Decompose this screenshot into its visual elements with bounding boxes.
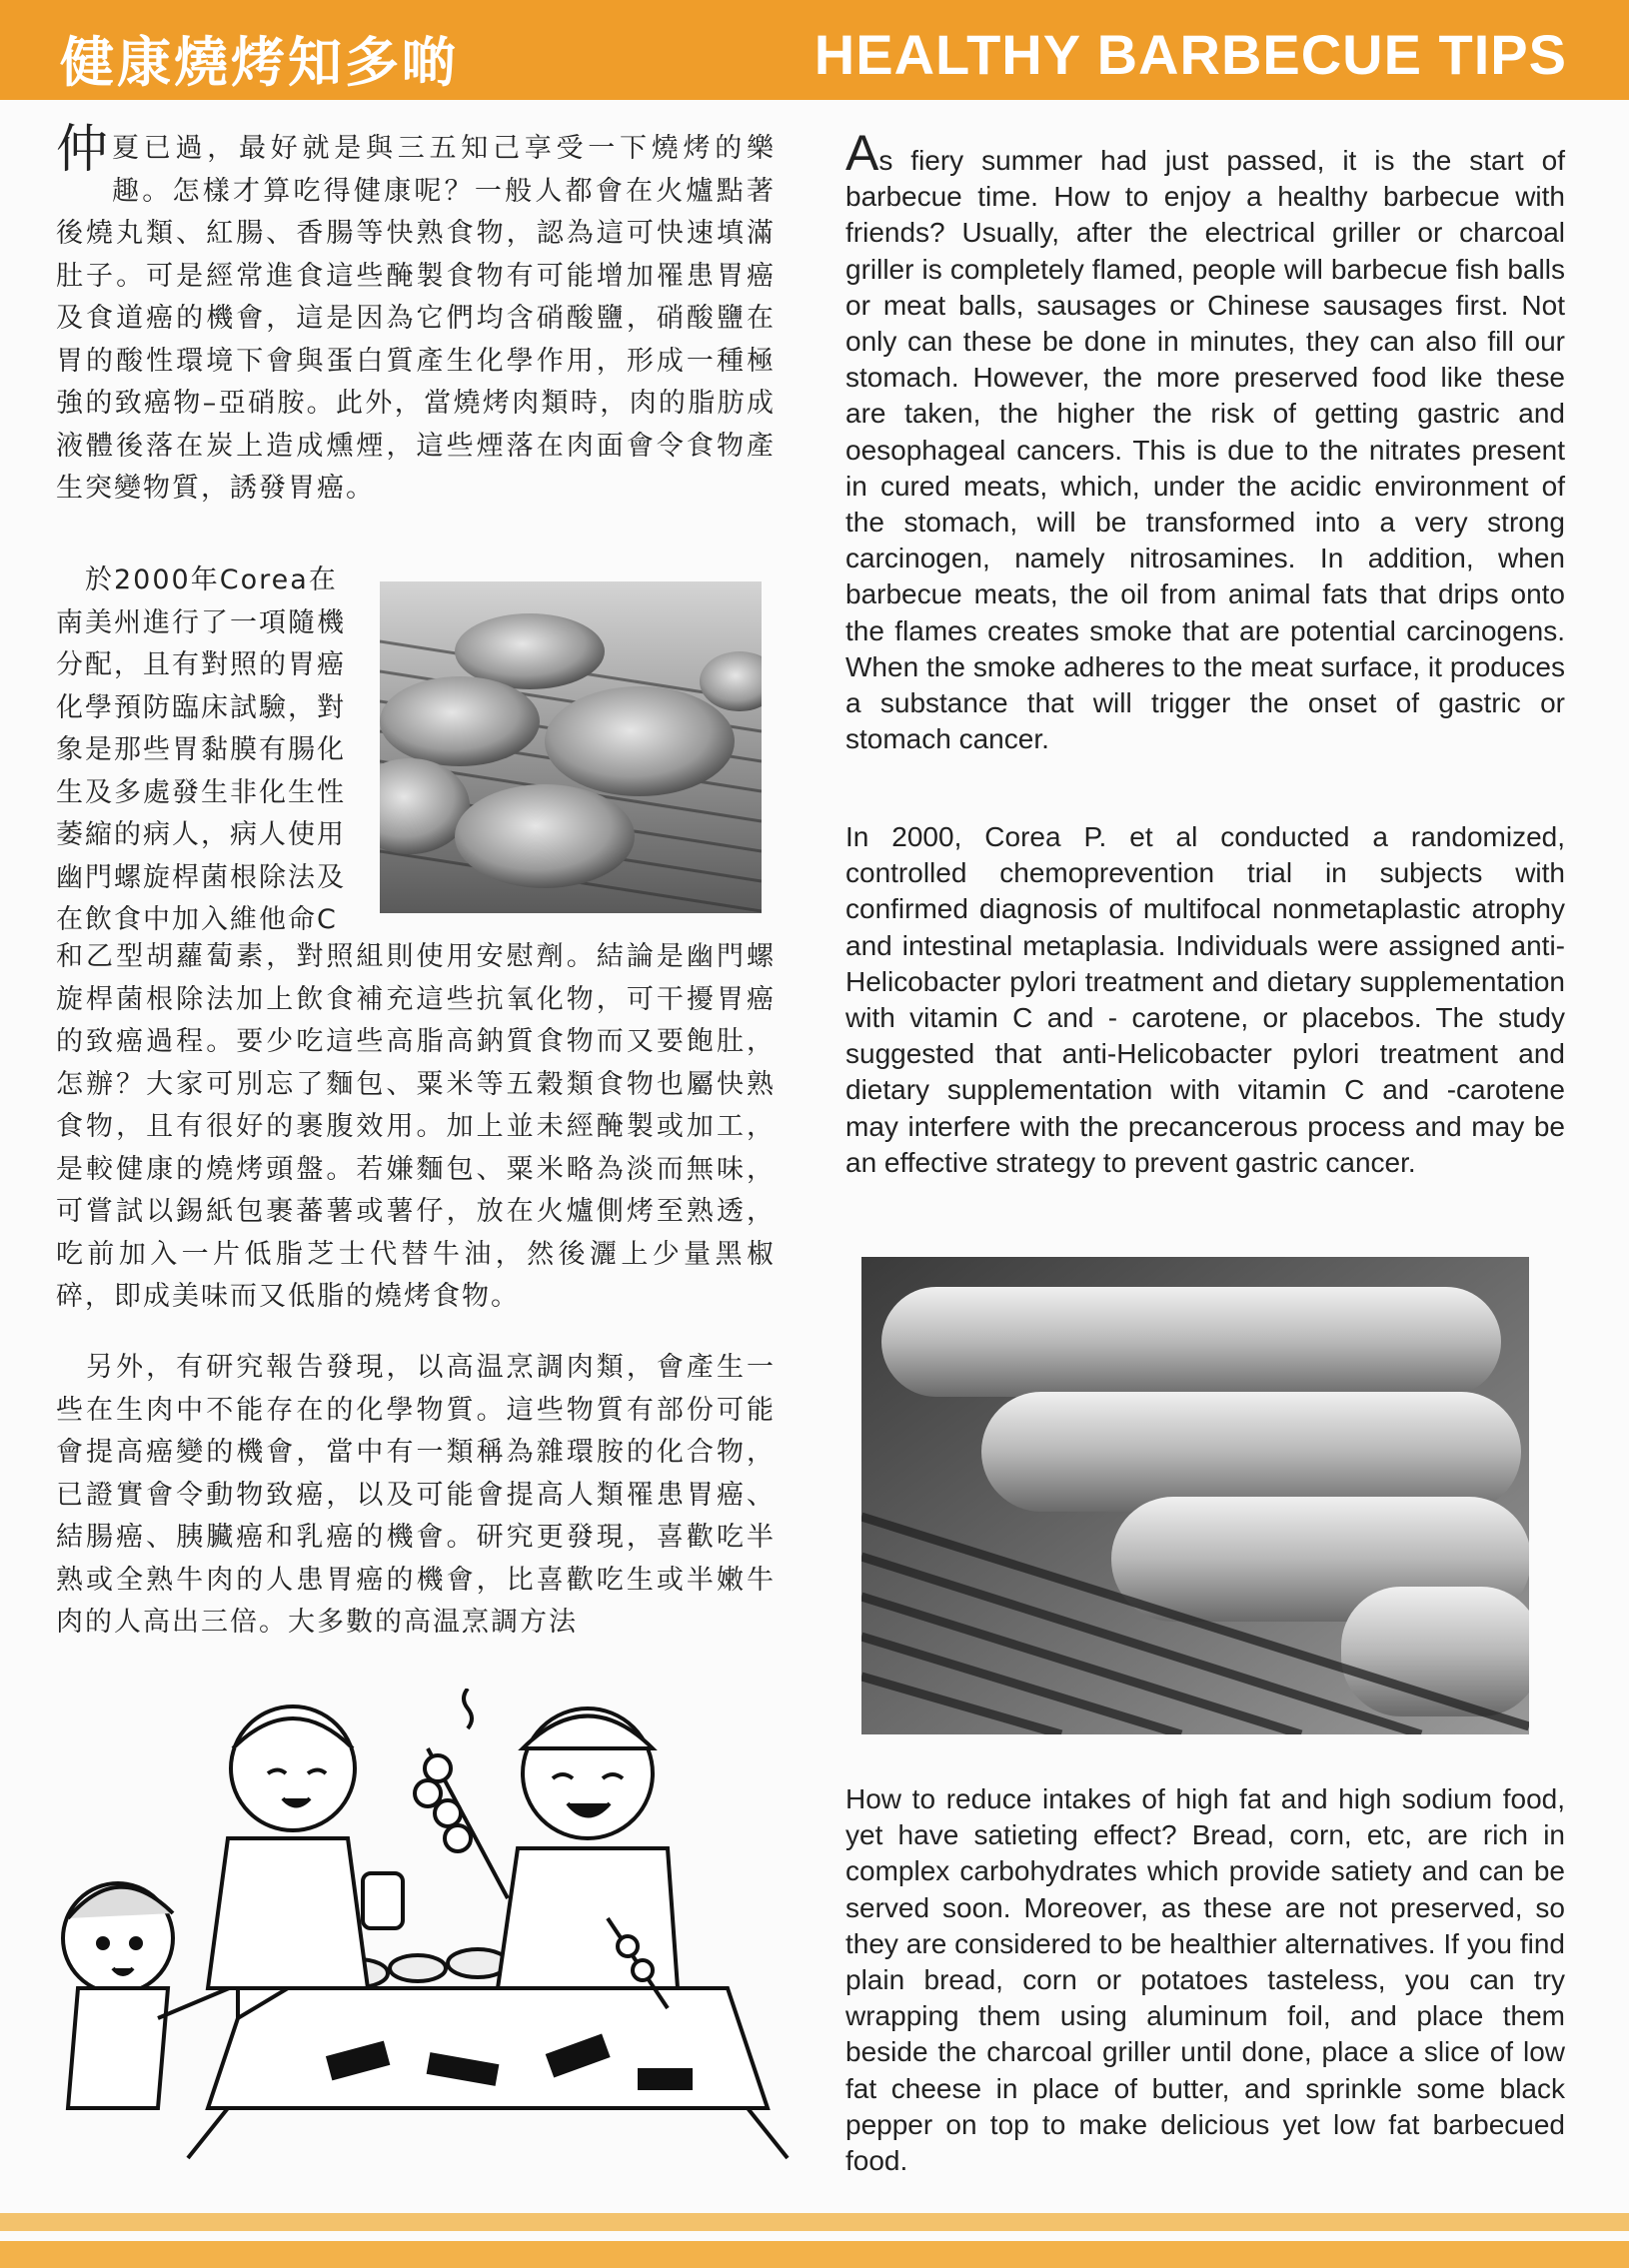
en-paragraph-3: How to reduce intakes of high fat and high sodium food, yet have satieting effect? Bread, corn, etc, are rich in complex carbohydrates which provide satiety and can be served soon. Moreover, as these are not preserved, so they are considered to be healthier alternatives. If you find plain bread, corn or potatoes tasteless, you can try wrapping them using aluminum foil, and place them beside the charcoal griller until done, place a slice of low fat cheese in place of butter, and sprinkle some black pepper on top to make delicious yet low fat barbecued food.	[845, 1783, 1565, 2177]
photo-patties-on-grill	[380, 581, 762, 913]
header-banner	[0, 0, 1629, 100]
zh-paragraph-1-text: 夏已過，最好就是與三五知己享受一下燒烤的樂趣。怎樣才算吃得健康呢？一般人都會在火爐點著後燒丸類、紅腸、香腸等快熟食物，認為這可快速填滿肚子。可是經常進食這些醃製食物有可能增加罹患胃癌及食道癌的機會，這是因為它們均含硝酸鹽，硝酸鹽在胃的酸性環境下會與蛋白質產生化學作用，形成一種極強的致癌物–亞硝胺。此外，當燒烤肉類時，肉的脂肪成液體後落在炭上造成燻煙，這些煙落在肉面會令食物產生突變物質，誘發胃癌。	[56, 133, 776, 504]
title-chinese: 健康燒烤知多啲	[60, 31, 459, 94]
photo-sausages-on-grill	[861, 1257, 1529, 1734]
zh-paragraph-1	[56, 120, 776, 511]
cartoon-illustration	[28, 1689, 808, 2168]
en-drop-cap: A	[845, 125, 879, 181]
cartoon-family-barbecue	[28, 1689, 808, 2168]
zh-paragraph-2-narrow: 於2000年Corea在南美州進行了一項隨機分配，且有對照的胃癌化學預防臨床試驗，對象是那些胃黏膜有腸化生及多處發生非化生性萎縮的病人，病人使用幽門螺旋桿菌根除法及在飲食中加入維他命C	[56, 565, 346, 935]
en-paragraph-2: In 2000, Corea P. et al conducted a randomized, controlled chemoprevention trial in subjects with confirmed diagnosis of multifocal nonmetaplastic atrophy and intestinal metaplasia. Individuals were assigned anti-Helicobacter pylori treatment and dietary supplementation with vitamin C and - carotene, or placebos. The study suggested that anti-Helicobacter pylori treatment and dietary supplementation with vitamin C and -carotene may interfere with the precancerous process and may be an effective strategy to prevent gastric cancer.	[845, 821, 1565, 1178]
title-english: HEALTHY BARBECUE TIPS	[814, 23, 1567, 86]
en-paragraph-1	[845, 125, 1565, 757]
patties-grill-image	[380, 581, 762, 913]
sausages-grill-image	[861, 1257, 1529, 1734]
zh-paragraph-2-wide: 和乙型胡蘿蔔素，對照組則使用安慰劑。結論是幽門螺旋桿菌根除法加上飲食補充這些抗氧化物，可干擾胃癌的致癌過程。要少吃這些高脂高鈉質食物而又要飽肚，怎辦？大家可別忘了麵包、粟米等五穀類食物也屬快熟食物，且有很好的裹腹效用。加上並未經醃製或加工，是較健康的燒烤頭盤。若嫌麵包、粟米略為淡而無味，可嘗試以錫紙包裹蕃薯或薯仔，放在火爐側烤至熟透，吃前加入一片低脂芝士代替牛油，然後灑上少量黑椒碎，即成美味而又低脂的燒烤食物。	[56, 941, 776, 1312]
footer-stripe-light	[0, 2213, 1629, 2231]
footer-stripe-dark	[0, 2241, 1629, 2268]
en-paragraph-1-text: s fiery summer had just passed, it is the start of barbecue time. How to enjoy a healthy barbecue with friends? Usually, after the electrical griller or charcoal griller is completely flamed, people will barbecue fish balls or meat balls, sausages or Chinese sausages first. Not only can these be done in minutes, they can also fill our stomach. However, the more preserved food like these are taken, the higher the risk of getting gastric and oesophageal cancers. This is due to the nitrates present in cured meats, which, under the acidic environment of the stomach, will be transformed into a very strong carcinogen, namely nitrosamines. In addition, when barbecue meats, the oil from animal fats that drips onto the flames creates smoke that are potential carcinogens. When the smoke adheres to the meat surface, it produces a substance that will trigger the onset of gastric or stomach cancer.	[845, 145, 1565, 755]
zh-drop-cap: 仲	[56, 120, 111, 180]
zh-paragraph-3: 另外，有研究報告發現，以高温烹調肉類，會產生一些在生肉中不能存在的化學物質。這些物質有部份可能會提高癌變的機會，當中有一類稱為雜環胺的化合物，已證實會令動物致癌，以及可能會提高人類罹患胃癌、結腸癌、胰臟癌和乳癌的機會。研究更發現，喜歡吃半熟或全熟牛肉的人患胃癌的機會，比喜歡吃生或半嫩牛肉的人高出三倍。大多數的高温烹調方法	[56, 1352, 776, 1638]
